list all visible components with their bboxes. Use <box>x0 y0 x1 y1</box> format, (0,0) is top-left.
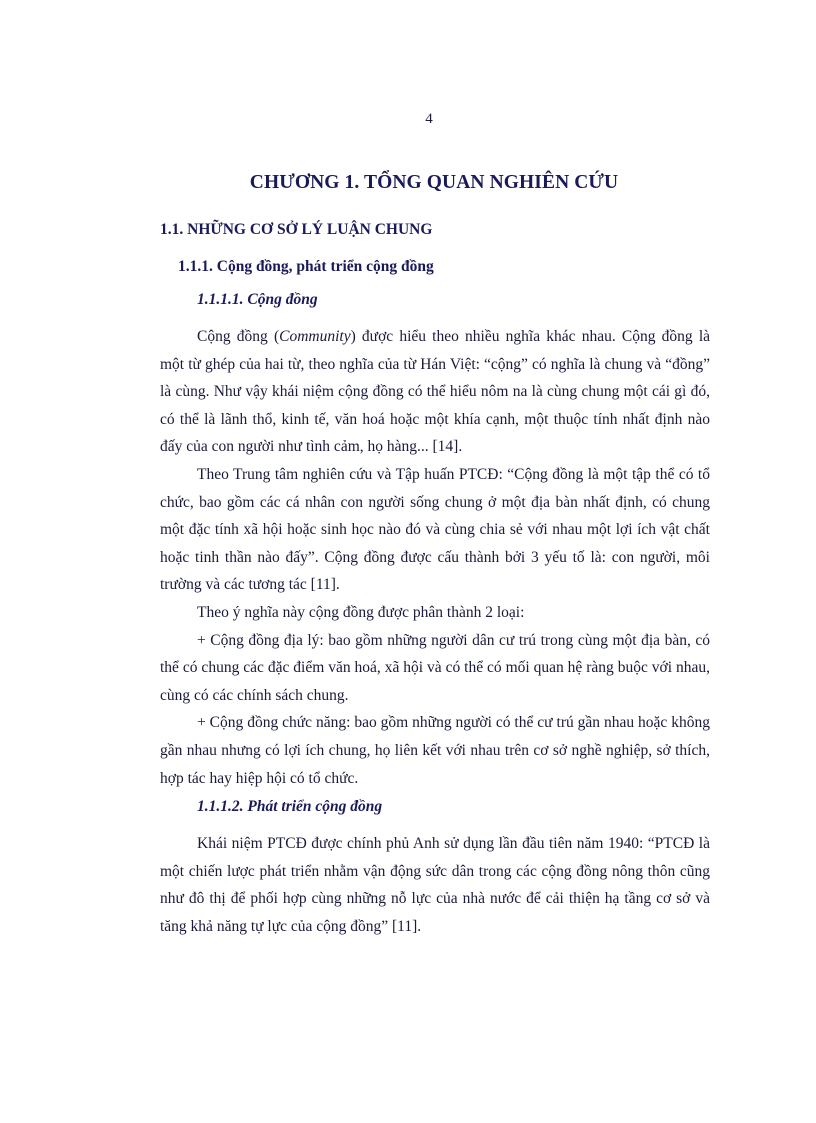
paragraph-geographic-community: + Cộng đồng địa lý: bao gồm những người dân cư trú trong cùng một địa bàn, có thể có chung các đặc điểm văn hoá, xã hội và có thể có mối quan hệ ràng buộc với nhau, cùng có các chính sách chung. <box>160 631 710 704</box>
section-heading-1-1: 1.1. NHỮNG CƠ SỞ LÝ LUẬN CHUNG <box>160 221 433 238</box>
paragraph-community-development: Khái niệm PTCĐ được chính phủ Anh sử dụng lần đầu tiên năm 1940: “PTCĐ là một chiến lược phát triển nhằm vận động sức dân trong các cộng đồng nông thôn cũng như đô thị để phối hợp cùng những nỗ lực của nhà nước để cải thiện hạ tầng cơ sở và tăng khả năng tự lực của cộng đồng” [11]. <box>160 835 710 935</box>
paragraph-community-definition <box>160 323 710 461</box>
body-text-block-1 <box>160 323 710 792</box>
page-number: 4 <box>425 111 433 127</box>
paragraph-classification: Theo ý nghĩa này cộng đồng được phân thành 2 loại: <box>197 603 525 621</box>
p1-after: ) được hiểu theo nhiều nghĩa khác nhau. Cộng đồng là một từ ghép của hai từ, theo nghĩa của từ Hán Việt: “cộng” có nghĩa là chung và “đồng” là cùng. Như vậy khái niệm cộng đồng có thể hiểu nôm na là cùng chung một cái gì đó, có thể là lãnh thổ, kinh tế, văn hoá hoặc một khía cạnh, một thuộc tính nhất định nào đấy của con người như tình cảm, họ hàng... [14]. <box>160 328 711 456</box>
p1-italic-term: Community <box>279 328 351 345</box>
paragraph-functional-community: + Cộng đồng chức năng: bao gồm những người có thể cư trú gần nhau hoặc không gần nhau nhưng có lợi ích chung, họ liên kết với nhau trên cơ sở nghề nghiệp, sở thích, hợp tác hay hiệp hội có tổ chức. <box>160 714 710 787</box>
body-text-block-2 <box>160 830 710 940</box>
section-heading-1-1-1-2: 1.1.1.2. Phát triển cộng đồng <box>197 798 383 815</box>
chapter-title: CHƯƠNG 1. TỔNG QUAN NGHIÊN CỨU <box>249 172 619 193</box>
section-heading-1-1-1-1: 1.1.1.1. Cộng đồng <box>197 291 318 308</box>
p1-before: Cộng đồng ( <box>197 328 280 345</box>
paragraph-research-center: Theo Trung tâm nghiên cứu và Tập huấn PTCĐ: “Cộng đồng là một tập thể có tổ chức, bao gồm các cá nhân con người sống chung ở một địa bàn nhất định, có chung một đặc tính xã hội hoặc sinh học nào đó và cùng chia sẻ với nhau một lợi ích vật chất hoặc tinh thần nào đấy”. Cộng đồng được cấu thành bởi 3 yếu tố là: con người, môi trường và các tương tác [11]. <box>160 465 710 594</box>
section-heading-1-1-1: 1.1.1. Cộng đồng, phát triển cộng đồng <box>178 258 434 275</box>
